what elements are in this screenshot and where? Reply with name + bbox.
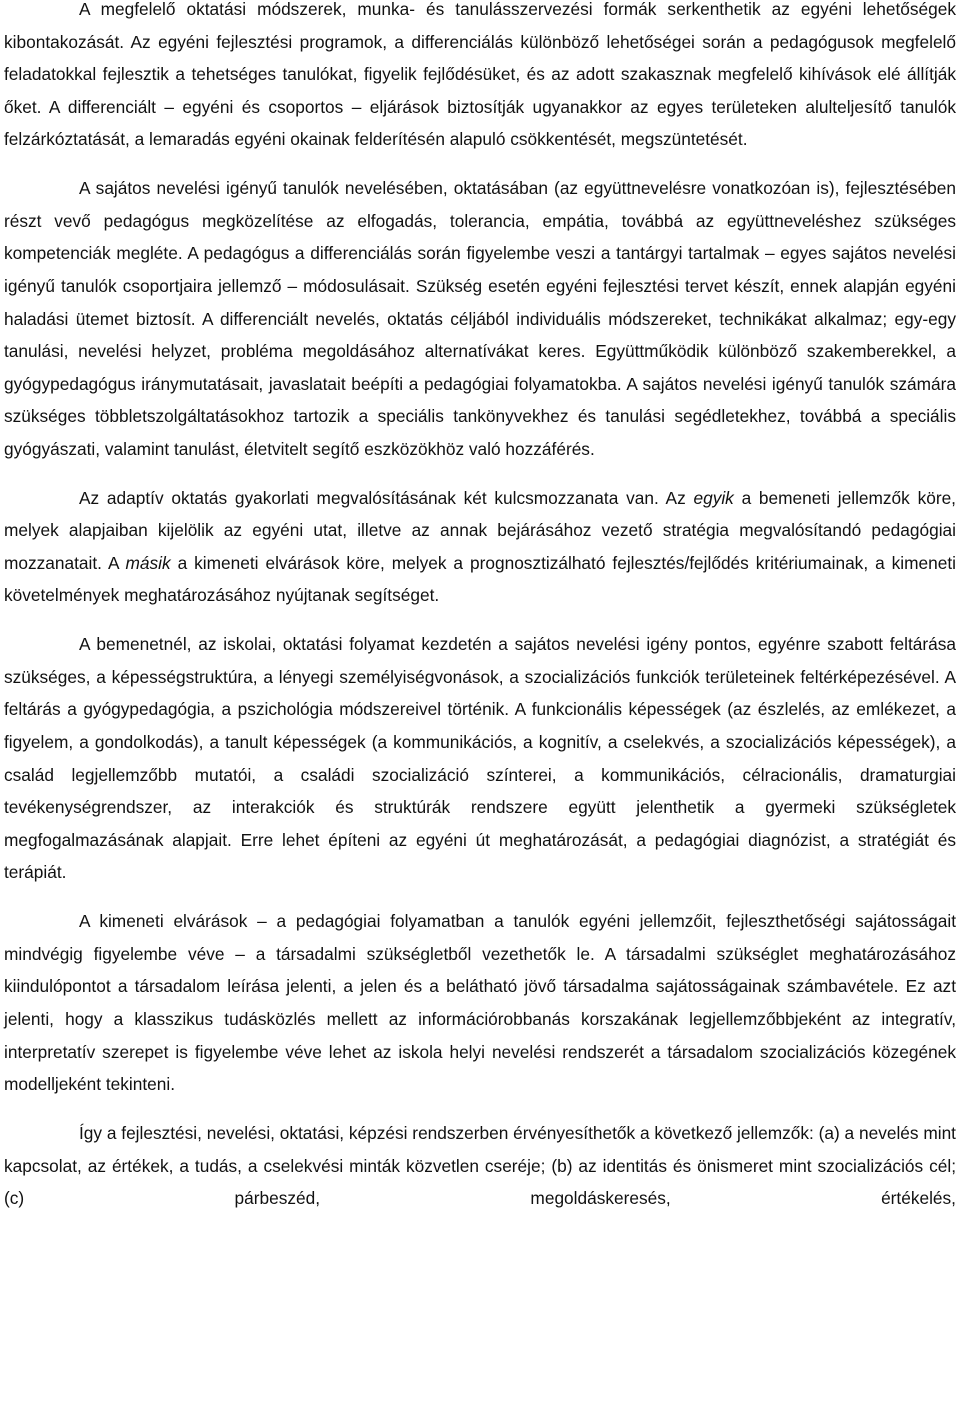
paragraph-adaptive-teaching: [4, 482, 956, 612]
paragraph-special-needs: A sajátos nevelési igényű tanulók nevelésében, oktatásában (az együttnevelésre vonatkozóan is), fejlesztésében részt vevő pedagógus megközelítése az elfogadás, tolerancia, empátia, továbbá az együttneveléshez szükséges kompetenciák megléte. A pedagógus a differenciálás során figyelembe veszi a tantárgyi tartalmak – egyes sajátos nevelési igényű tanulók csoportjaira jellemző – módosulásait. Szükség esetén egyéni fejlesztési tervet készít, ennek alapján egyéni haladási ütemet biztosít. A differenciált nevelés, oktatás céljából individuális módszereket, technikákat alkalmaz; egy-egy tanulási, nevelési helyzet, probléma megoldásához alternatívákat keres. Együttműködik különböző szakemberekkel, a gyógypedagógus iránymutatásait, javaslatait beépíti a pedagógiai folyamatokba. A sajátos nevelési igényű tanulók számára szükséges többletszolgáltatásokhoz tartozik a speciális tankönyvekhez és tanulási segédletekhez, továbbá a speciális gyógyászati, valamint tanulást, életvitelt segítő eszközökhöz való hozzáférés.: [4, 178, 956, 459]
paragraph-individual-development: A megfelelő oktatási módszerek, munka- és tanulásszervezési formák serkenthetik az egyéni lehetőségek kibontakozását. Az egyéni fejlesztési programok, a differenciálás különböző lehetőségei során a pedagógusok megfelelő feladatokkal fejlesztik a tehetséges tanulókat, figyelik fejlődésüket, és az adott szakasznak megfelelő kihívások elé állítják őket. A differenciált – egyéni és csoportos – eljárások biztosítják ugyanakkor az egyes területeken alulteljesítő tanulók felzárkóztatását, a lemaradás egyéni okainak felderítésén alapuló csökkentését, megszüntetését.: [4, 0, 956, 150]
emphasis-text: egyik: [693, 487, 734, 508]
paragraph-input-assessment: A bemenetnél, az iskolai, oktatási folyamat kezdetén a sajátos nevelési igény pontos, egyénre szabott feltárása szükséges, a képességstruktúra, a lényegi személyiségvonások, a szocializációs funkciók területeinek feltérképezésével. A feltárás a gyógypedagógia, a pszichológia módszereivel történik. A funkcionális képességek (az észlelés, az emlékezet, a figyelem, a gondolkodás), a tanult képességek (a kommunikációs, a kognitív, a cselekvés, a szocializációs képességek), a család legjellemzőbb mutatói, a családi szocializáció színterei, a kommunikációs, célracionális, dramaturgiai tevékenységrendszer, az interakciók és struktúrák rendszere együtt jelenthetik a gyermeki szükségletek megfogalmazásának alapjait. Erre lehet építeni az egyéni út meghatározását, a pedagógiai diagnózist, a stratégiát és terápiát.: [4, 634, 956, 883]
paragraph-output-expectations: A kimeneti elvárások – a pedagógiai folyamatban a tanulók egyéni jellemzőit, fejleszthetőségi sajátosságait mindvégig figyelembe véve – a társadalmi szükségletből vezethetők le. A társadalmi szükséglet meghatározásához kiindulópontot a társadalom leírása jelenti, a jelen és a belátható jövő társadalma sajátosságainak számbavétele. Ez azt jelenti, hogy a klasszikus tudásközlés mellett az információrobbanás korszakának legjellemzőbbjeként az integratív, interpretatív szerepet is figyelembe véve lehet az iskola helyi nevelési rendszerét a társadalom szocializációs közegének modelljeként tekinteni.: [4, 911, 956, 1095]
emphasis-text: másik: [125, 552, 171, 573]
paragraph-text: Az adaptív oktatás gyakorlati megvalósításának két kulcsmozzanata van. Az: [79, 487, 694, 508]
paragraph-system-characteristics: Így a fejlesztési, nevelési, oktatási, képzési rendszerben érvényesíthetők a következő jellemzők: (a) a nevelés mint kapcsolat, az értékek, a tudás, a cselekvési minták közvetlen cseréje; (b) az identitás és önismeret mint szocializációs cél; (c) párbeszéd, megoldáskeresés, értékelés,: [4, 1122, 956, 1209]
paragraph-text: a kimeneti elvárások köre, melyek a prognosztizálható fejlesztés/fejlődés kritériumainak, a kimeneti követelmények meghatározásához nyújtanak segítséget.: [4, 552, 956, 606]
paragraph-text: a bemeneti jellemzők köre, melyek alapjaiban kijelölik az egyéni utat, illetve az annak bejárásához vezető stratégia megvalósítandó pedagógiai mozzanatait. A: [4, 487, 956, 573]
